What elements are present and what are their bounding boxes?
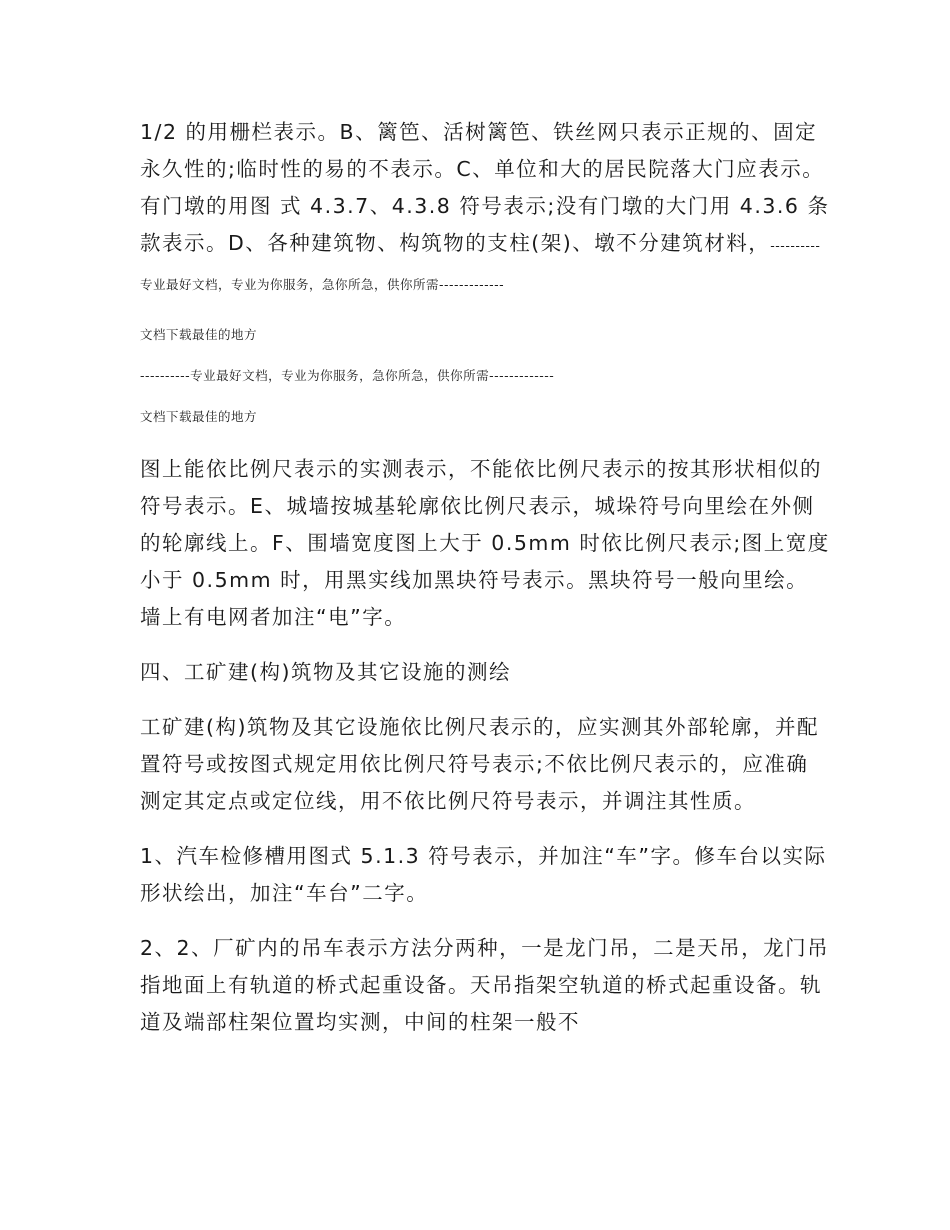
watermark-title: 文档下载最佳的地方	[140, 327, 258, 342]
paragraph-item-2: 2、2、厂矿内的吊车表示方法分两种，一是龙门吊，二是天吊，龙门吊指地面上有轨道的桥式起重设备。天吊指架空轨道的桥式起重设备。轨道及端部柱架位置均实测，中间的柱架一般不	[140, 936, 830, 1034]
document-page	[140, 114, 830, 1041]
watermark-title: 文档下载最佳的地方	[140, 409, 258, 424]
watermark-banner: ----------专业最好文档，专业为你服务，急你所急，供你所需-------------	[140, 368, 555, 383]
paragraph-item-1: 1、汽车检修槽用图式 5.1.3 符号表示，并加注“车”字。修车台以实际形状绘出，加注“车台”二字。	[140, 844, 827, 905]
paragraph-industrial-structures: 工矿建(构)筑物及其它设施依比例尺表示的，应实测其外部轮廓，并配置符号或按图式规定用依比例尺符号表示;不依比例尺表示的，应准确测定其定点或定位线，用不依比例尺符号表示，并调注其性质。	[140, 715, 819, 813]
paragraph-walls: 图上能依比例尺表示的实测表示，不能依比例尺表示的按其形状相似的符号表示。E、城墙按城基轮廓依比例尺表示，城垛符号向里绘在外侧的轮廓线上。F、围墙宽度图上大于 0.5mm 时依比例尺表示;图上宽度小于 0.5mm 时，用黑实线加黑块符号表示。黑块符号一般向里绘。墙上有电网者加注“电”字。	[140, 457, 830, 629]
watermark-banner: ----------专业最好文档，专业为你服务，急你所急，供你所需-------------	[140, 238, 821, 292]
paragraph-fence-and-gates	[140, 114, 830, 303]
section-heading: 四、工矿建(构)筑物及其它设施的测绘	[140, 660, 511, 684]
paragraph-text: 1/2 的用栅栏表示。B、篱笆、活树篱笆、铁丝网只表示正规的、固定永久性的;临时性的易的不表示。C、单位和大的居民院落大门应表示。有门墩的用图 式 4.3.7、4.3.8 符号表示;没有门墩的大门用 4.3.6 条款表示。D、各种建筑物、构筑物的支柱(架)、墩不分建筑材料，	[140, 120, 830, 255]
